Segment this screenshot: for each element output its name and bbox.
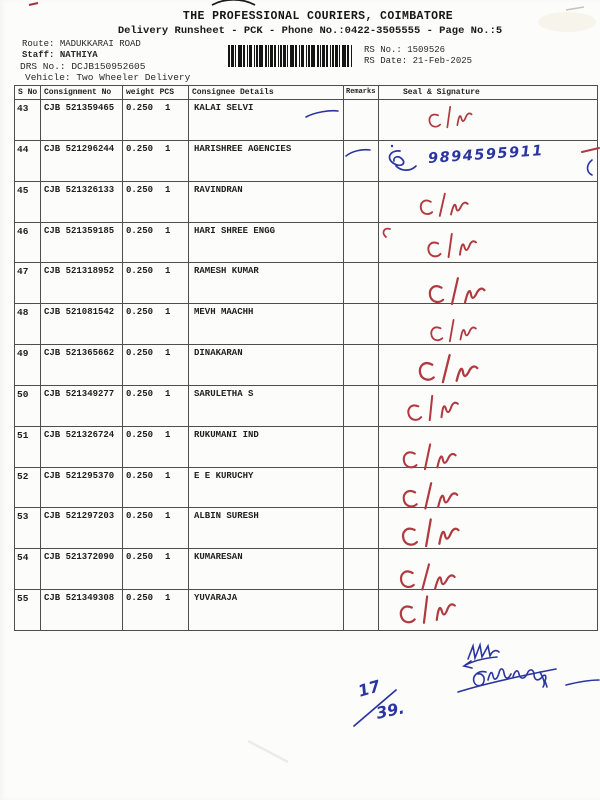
weight-pcs-cell	[123, 345, 189, 386]
seal-cell	[379, 508, 598, 549]
sno-cell: 50	[15, 385, 41, 426]
table-row	[15, 508, 598, 549]
consignment-cell: CJB 521318952	[41, 263, 123, 304]
col-weight: weight	[126, 88, 155, 97]
consignee-cell: HARI SHREE ENGG	[189, 222, 344, 263]
table-row	[15, 263, 598, 304]
rs-no-label: RS No.:	[364, 45, 402, 55]
remarks-cell	[344, 263, 379, 304]
rs-no-value: 1509526	[407, 45, 446, 55]
sno-cell: 44	[15, 140, 41, 181]
consignment-cell: CJB 521349308	[41, 590, 123, 631]
consignee-cell: SARULETHA S	[189, 385, 344, 426]
staff-label: Staff:	[22, 50, 55, 60]
consignment-cell: CJB 521296244	[41, 140, 123, 181]
staff-value: NATHIYA	[59, 50, 98, 60]
consignment-cell: CJB 521372090	[41, 549, 123, 590]
weight-value: 0.250	[126, 307, 154, 318]
remarks-cell	[344, 385, 379, 426]
remarks-cell	[344, 100, 379, 141]
consignee-cell: RUKUMANI IND	[189, 426, 344, 467]
rs-date-label: RS Date:	[364, 56, 408, 66]
seal-cell	[379, 549, 598, 590]
scan-scratch-bottom	[248, 741, 288, 762]
remarks-cell	[344, 181, 379, 222]
weight-value: 0.250	[126, 225, 154, 236]
handwritten-phone-number: 9894595911	[427, 142, 545, 168]
consignee-cell: RAMESH KUMAR	[189, 263, 344, 304]
seal-cell	[379, 100, 598, 141]
route-value: MADUKKARAI ROAD	[59, 39, 141, 49]
weight-pcs-cell	[123, 508, 189, 549]
rs-no-line	[364, 45, 445, 55]
barcode	[228, 45, 352, 67]
remarks-cell	[344, 140, 379, 181]
weight-pcs-cell	[123, 385, 189, 426]
weight-value: 0.250	[126, 593, 154, 604]
weight-pcs-cell	[123, 549, 189, 590]
pcs-value: 1	[165, 143, 171, 154]
remarks-cell	[344, 345, 379, 386]
weight-pcs-cell	[123, 222, 189, 263]
seal-cell	[379, 590, 598, 631]
weight-value: 0.250	[126, 470, 154, 481]
weight-value: 0.250	[126, 348, 154, 359]
weight-value: 0.250	[126, 511, 154, 522]
table-row	[15, 385, 598, 426]
table-row	[15, 467, 598, 508]
table-row	[15, 222, 598, 263]
consignment-cell: CJB 521359465	[41, 100, 123, 141]
pcs-value: 1	[165, 103, 171, 113]
consignment-cell: CJB 521081542	[41, 304, 123, 345]
pcs-value: 1	[165, 470, 171, 481]
handwritten-fraction-numerator: 17	[355, 676, 383, 701]
table-row	[15, 426, 598, 467]
drs-value: DCJB150952605	[71, 61, 146, 72]
table-header-row	[15, 86, 598, 100]
seal-cell	[379, 304, 598, 345]
col-consignment: Consignment No	[41, 86, 123, 100]
seal-cell	[379, 263, 598, 304]
consignment-cell: CJB 521365662	[41, 345, 123, 386]
drs-label: DRS No.:	[20, 61, 66, 72]
rs-date-value: 21-Feb-2025	[412, 56, 473, 66]
pcs-value: 1	[165, 184, 171, 195]
rs-date-line	[364, 56, 472, 66]
weight-value: 0.250	[126, 388, 154, 399]
remarks-cell	[344, 508, 379, 549]
consignee-cell: HARISHREE AGENCIES	[189, 140, 344, 181]
pcs-value: 1	[165, 266, 171, 277]
consignee-cell: KUMARESAN	[189, 549, 344, 590]
consignee-cell: MEVH MAACHH	[189, 304, 344, 345]
pcs-value: 1	[165, 593, 171, 604]
col-seal: Seal & Signature	[379, 86, 598, 100]
col-pcs: PCS	[159, 88, 175, 97]
table-row	[15, 181, 598, 222]
consignee-cell: DINAKARAN	[189, 345, 344, 386]
seal-cell	[379, 426, 598, 467]
remarks-cell	[344, 222, 379, 263]
pcs-value: 1	[165, 307, 171, 318]
weight-value: 0.250	[126, 266, 154, 277]
delivery-table	[14, 85, 598, 631]
sno-cell: 47	[15, 263, 41, 304]
sno-cell: 53	[15, 508, 41, 549]
pcs-value: 1	[165, 348, 171, 359]
sno-cell: 43	[15, 100, 41, 141]
weight-value: 0.250	[126, 552, 154, 563]
weight-pcs-cell	[123, 590, 189, 631]
col-consignee: Consignee Details	[189, 86, 344, 100]
staff-signature	[458, 645, 599, 692]
weight-pcs-cell	[123, 263, 189, 304]
sno-cell: 45	[15, 181, 41, 222]
weight-pcs-cell	[123, 181, 189, 222]
scan-artifact-red-speck	[29, 3, 38, 5]
handwritten-fraction-denominator: 39.	[374, 698, 407, 723]
weight-value: 0.250	[126, 103, 154, 113]
weight-pcs-cell	[123, 140, 189, 181]
table-row	[15, 304, 598, 345]
consignment-cell: CJB 521295370	[41, 467, 123, 508]
consignee-cell: YUVARAJA	[189, 590, 344, 631]
seal-cell	[379, 222, 598, 263]
consignee-cell: RAVINDRAN	[189, 181, 344, 222]
seal-cell	[379, 385, 598, 426]
sno-cell: 54	[15, 549, 41, 590]
pcs-value: 1	[165, 225, 171, 236]
sno-cell: 55	[15, 590, 41, 631]
remarks-cell	[344, 590, 379, 631]
weight-pcs-cell	[123, 304, 189, 345]
pcs-value: 1	[165, 429, 171, 440]
table-row	[15, 100, 598, 141]
remarks-cell	[344, 304, 379, 345]
table-row	[15, 590, 598, 631]
weight-value: 0.250	[126, 429, 154, 440]
weight-value: 0.250	[126, 184, 154, 195]
col-weight-pcs	[123, 86, 189, 100]
weight-value: 0.250	[126, 143, 154, 154]
table-row	[15, 549, 598, 590]
table-row	[15, 345, 598, 386]
seal-cell	[379, 181, 598, 222]
scan-artifact-top-curve	[212, 0, 255, 5]
sno-cell: 51	[15, 426, 41, 467]
pcs-value: 1	[165, 511, 171, 522]
consignment-cell: CJB 521326724	[41, 426, 123, 467]
seal-cell	[379, 345, 598, 386]
consignee-cell: KALAI SELVI	[189, 100, 344, 141]
staff-line	[22, 50, 98, 60]
pcs-value: 1	[165, 552, 171, 563]
weight-pcs-cell	[123, 467, 189, 508]
route-label: Route:	[22, 39, 55, 49]
consignee-cell: E E KURUCHY	[189, 467, 344, 508]
consignment-cell: CJB 521349277	[41, 385, 123, 426]
col-remarks: Remarks	[344, 86, 379, 100]
remarks-cell	[344, 467, 379, 508]
route-line	[22, 39, 141, 49]
consignment-cell: CJB 521297203	[41, 508, 123, 549]
consignment-cell: CJB 521326133	[41, 181, 123, 222]
sno-cell: 48	[15, 304, 41, 345]
company-title: THE PROFESSIONAL COURIERS, COIMBATORE	[182, 10, 454, 23]
seal-cell	[379, 467, 598, 508]
vehicle-line	[25, 72, 190, 83]
consignee-cell: ALBIN SURESH	[189, 508, 344, 549]
vehicle-label: Vehicle:	[25, 72, 71, 83]
consignment-cell: CJB 521359185	[41, 222, 123, 263]
sno-cell: 49	[15, 345, 41, 386]
drs-line	[20, 61, 145, 72]
remarks-cell	[344, 549, 379, 590]
sno-cell: 46	[15, 222, 41, 263]
weight-pcs-cell	[123, 426, 189, 467]
vehicle-value: Two Wheeler Delivery	[76, 72, 191, 83]
sno-cell: 52	[15, 467, 41, 508]
pcs-value: 1	[165, 388, 171, 399]
col-sno: S No	[15, 86, 41, 100]
weight-pcs-cell	[123, 100, 189, 141]
remarks-cell	[344, 426, 379, 467]
runsheet-subtitle: Delivery Runsheet - PCK - Phone No.:0422-3505555 - Page No.:5	[117, 25, 503, 37]
